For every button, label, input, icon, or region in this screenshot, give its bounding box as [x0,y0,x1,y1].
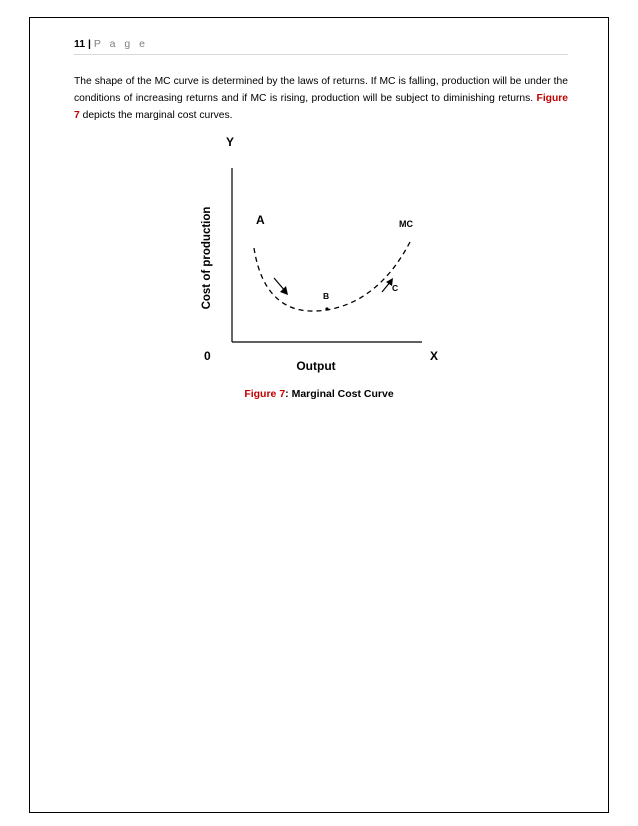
paragraph-text-2: depicts the marginal cost curves. [79,110,233,121]
marginal-cost-figure [190,130,450,380]
y-axis-label: Cost of production [201,206,213,310]
body-paragraph [74,73,568,124]
page-word: P a g e [93,38,148,50]
x-axis-label: Output [296,359,336,373]
paragraph-text-1: The shape of the MC curve is determined by the laws of returns. If MC is falling, production will be under the conditions of increasing returns and if MC is rising, production will be subject to diminishing returns. [74,76,568,104]
header-rule [74,54,568,55]
page-number: 11 [74,38,86,50]
caption-figure-label: Figure 7 [244,388,286,400]
label-mc: MC [399,219,413,229]
x-axis-letter: X [430,349,439,363]
figure-reference: Figure 7 [74,93,568,121]
y-axis-letter: Y [226,135,235,149]
point-b [325,307,328,310]
falling-arrow-head [280,286,288,295]
page-header [74,38,568,50]
label-c: C [392,283,399,293]
label-a: A [256,213,265,227]
figure-caption [0,388,638,400]
label-b: B [323,291,330,301]
origin-label: 0 [204,349,211,363]
mc-curve [254,242,410,311]
caption-title: : Marginal Cost Curve [285,388,394,400]
header-separator: | [88,38,91,50]
